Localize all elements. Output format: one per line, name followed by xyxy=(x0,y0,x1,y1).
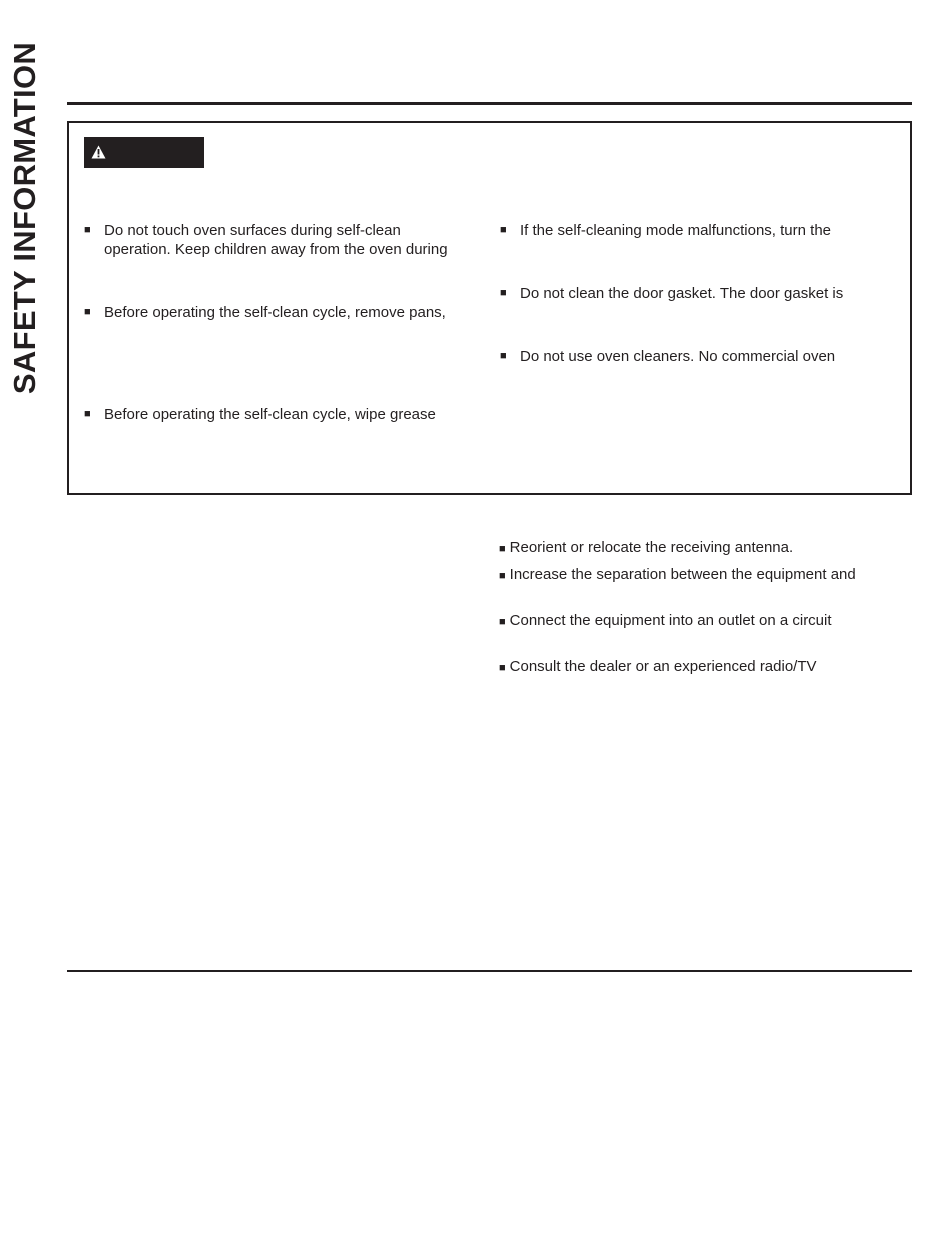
list-item-text: Before operating the self-clean cycle, remove pans, xyxy=(104,304,446,321)
list-item-text: Do not use oven cleaners. No commercial oven xyxy=(520,348,836,365)
list-item-text: Reorient or relocate the receiving antenna. xyxy=(509,539,794,556)
list-item-text: If the self-cleaning mode malfunctions, turn the xyxy=(520,222,832,239)
side-section-title: SAFETY INFORMATION xyxy=(7,41,42,395)
list-item-text: Connect the equipment into an outlet on a circuit xyxy=(509,612,832,629)
list-item-text: Do not clean the door gasket. The door gasket is xyxy=(520,285,844,302)
bullet: ■ xyxy=(84,224,91,236)
list-item-text: Before operating the self-clean cycle, wipe grease xyxy=(104,406,436,423)
list-item-text: Consult the dealer or an experienced radio/TV xyxy=(509,658,817,675)
bullet: ■ xyxy=(499,662,506,674)
list-item xyxy=(499,611,909,632)
bottom-rule xyxy=(67,970,912,972)
bullet: ■ xyxy=(499,543,506,555)
bullet: ■ xyxy=(84,306,91,318)
bullet: ■ xyxy=(499,570,506,582)
list-item xyxy=(499,565,909,586)
list-item-text: Increase the separation between the equipment and xyxy=(509,566,856,583)
bullet: ■ xyxy=(499,616,506,628)
bullet: ■ xyxy=(500,350,507,362)
bullet: ■ xyxy=(500,287,507,299)
top-rule xyxy=(67,102,912,105)
list-item xyxy=(500,347,880,366)
bullet: ■ xyxy=(84,408,91,420)
warning-badge xyxy=(84,137,204,168)
list-item-text: Do not touch oven surfaces during self-clean operation. Keep children away from the oven during xyxy=(104,222,448,258)
warning-box xyxy=(67,121,912,495)
list-item xyxy=(500,221,880,240)
list-item xyxy=(84,405,464,424)
list-item xyxy=(500,284,880,303)
bullet: ■ xyxy=(500,224,507,236)
list-item xyxy=(84,221,464,259)
warning-triangle-icon xyxy=(91,145,106,159)
list-item xyxy=(499,657,909,678)
list-item xyxy=(84,303,464,322)
list-item xyxy=(499,538,909,559)
